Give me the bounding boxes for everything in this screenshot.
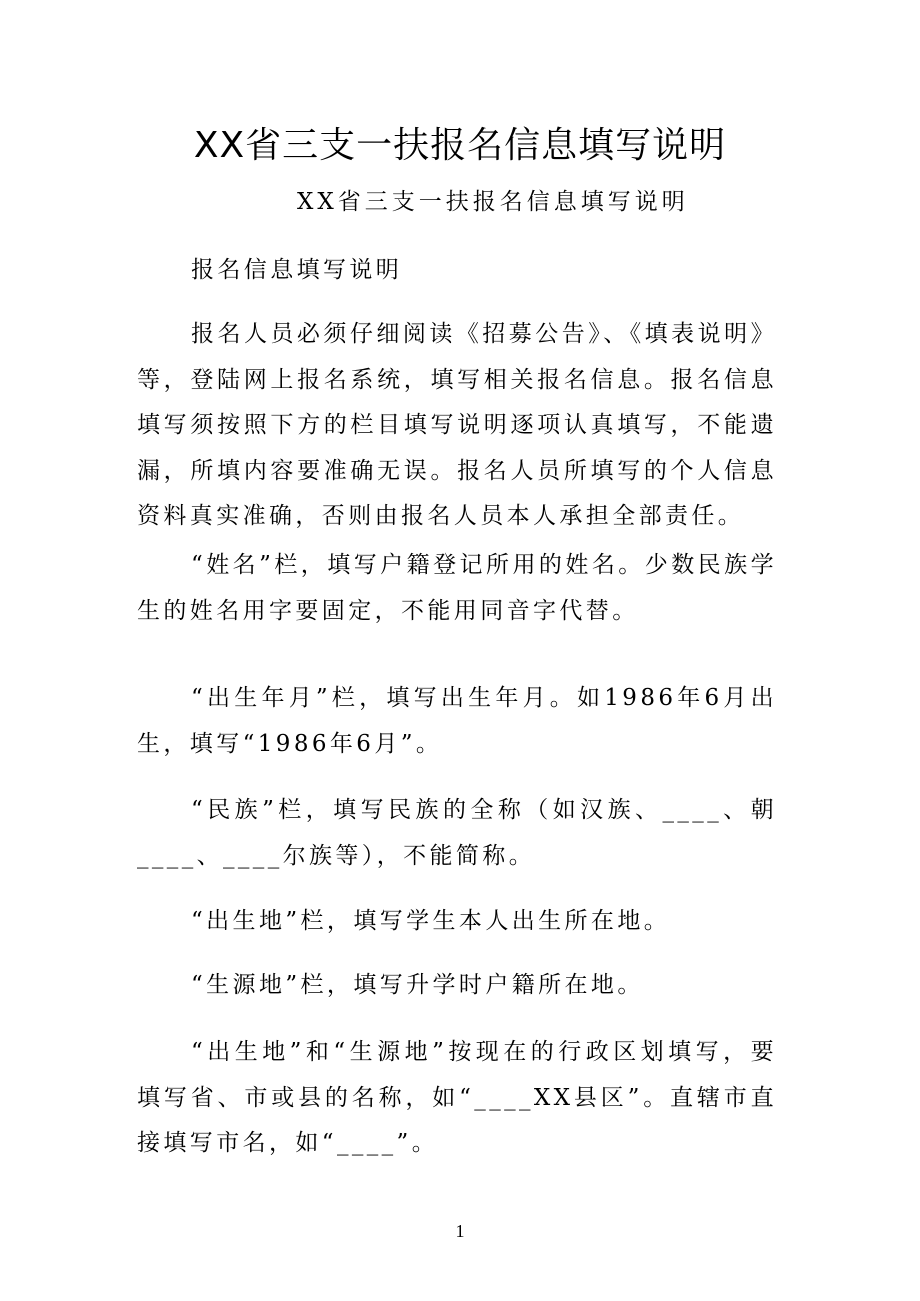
document-subtitle: XX省三支一扶报名信息填写说明	[297, 189, 689, 215]
paragraph-intro: 报名人员必须仔细阅读《招募公告》、《填表说明》等，登陆网上报名系统，填写相关报名信息。报名信息填写须按照下方的栏目填写说明逐项认真填写，不能遗漏，所填内容要准确无误。报名人员所填写的个人信息资料真实准确，否则由报名人员本人承担全部责任。	[137, 321, 777, 529]
paragraph-ethnicity-field: “民族”栏，填写民族的全称（如汉族、____、朝____、____尔族等），不能简称。	[137, 797, 777, 869]
paragraph-heading: 报名信息填写说明	[191, 257, 403, 283]
paragraph-birth-date-field: “出生年月”栏，填写出生年月。如1986年6月出生，填写“1986年6月”。	[137, 685, 777, 757]
document-title: XX省三支一扶报名信息填写说明	[193, 125, 727, 166]
paragraph-origin-field: “生源地”栏，填写升学时户籍所在地。	[191, 972, 644, 998]
paragraph-name-field: “姓名”栏，填写户籍登记所用的姓名。少数民族学生的姓名用字要固定，不能用同音字代替。	[137, 552, 777, 624]
paragraph-birthplace-field: “出生地”栏，填写学生本人出生所在地。	[191, 908, 671, 934]
page-number: 1	[455, 1221, 465, 1241]
paragraph-region-rules: “出生地”和“生源地”按现在的行政区划填写，要填写省、市或县的名称，如“____XX县区”。直辖市直接填写市名，如“____”。	[137, 1039, 777, 1156]
